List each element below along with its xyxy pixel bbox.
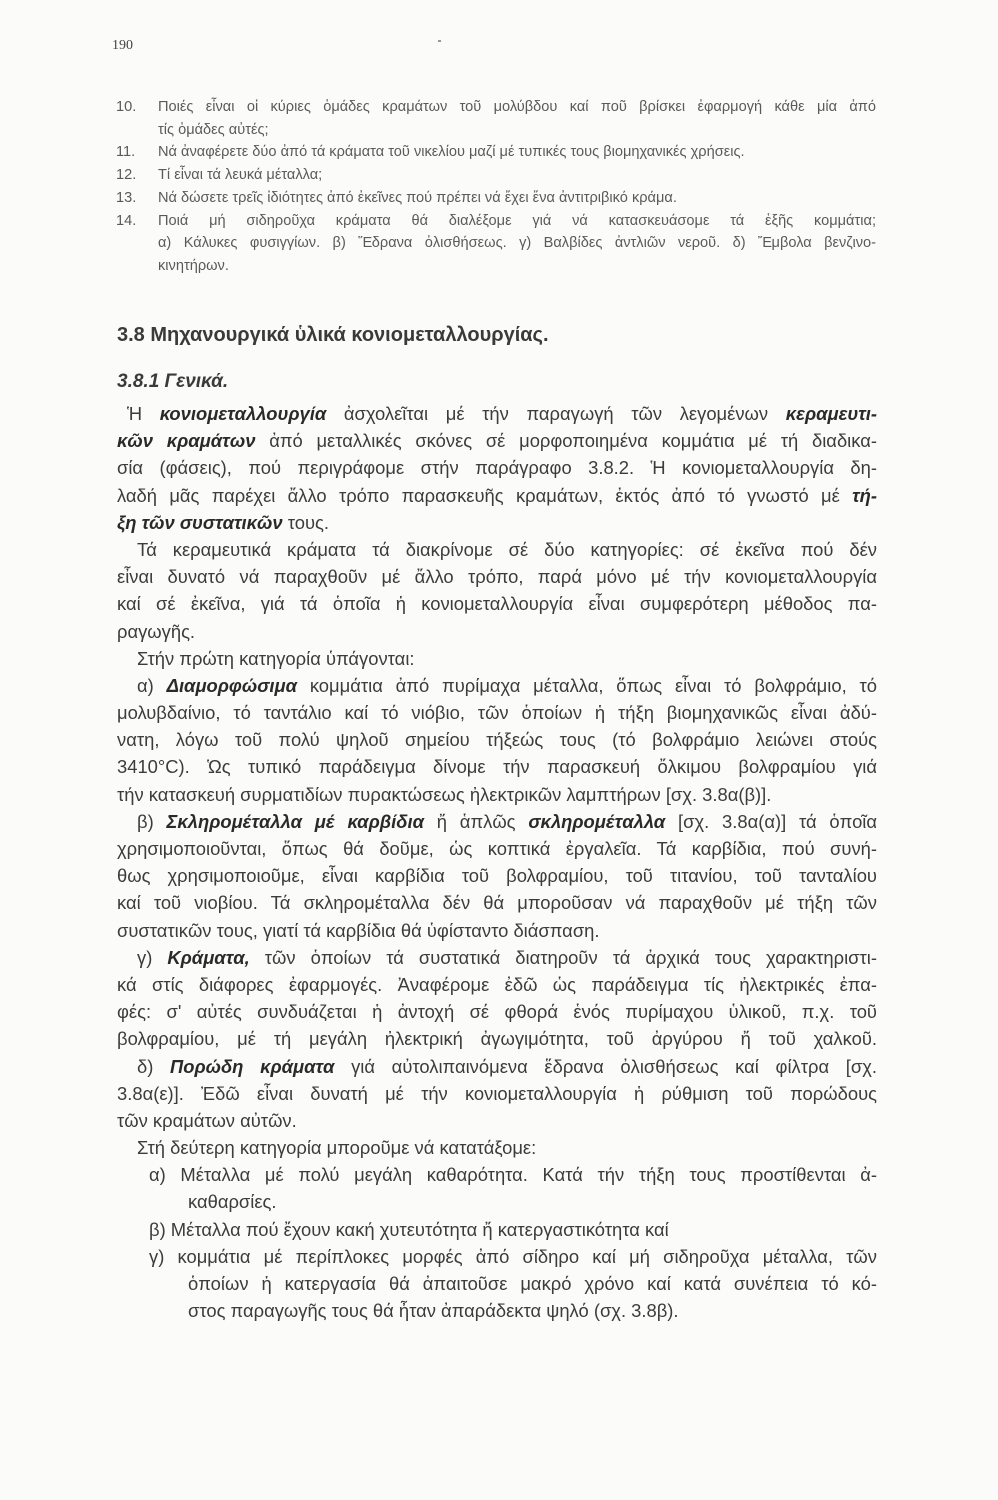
- body-line: [117, 808, 877, 835]
- text-run: β) Μέταλλα πού ἔχουν κακή χυτευτότητα ἤ κατεργαστικότητα καί: [149, 1218, 669, 1240]
- emphasized-term: Σκληρομέταλλα μέ καρβίδια: [166, 810, 424, 832]
- text-run: ἤ ἁπλῶς: [424, 810, 529, 832]
- page-number: 190: [112, 38, 133, 53]
- text-run: 3410°C). Ὡς τυπικό παράδειγμα δίνομε τήν παρασκευή ὄλκιμου βολφραμίου γιά: [117, 756, 877, 778]
- text-run: Ἡ: [127, 403, 160, 424]
- text-run: α) Μέταλλα μέ πολύ μεγάλη καθαρότητα. Κατά τήν τήξη τους προστίθενται ἀ-: [149, 1164, 877, 1186]
- body-line: [117, 536, 877, 563]
- emphasized-term: ξη τῶν συστατικῶν: [117, 511, 283, 533]
- body-line: [117, 753, 877, 780]
- body-line: [117, 1161, 877, 1188]
- body-line: [117, 482, 877, 509]
- question-item: [116, 96, 876, 141]
- text-run: μολυβδαίνιο, τό ταντάλιο καί τό νιόβιο, τῶν ὁποίων ἡ τήξη βιομηχανικῶς εἶναι ἀδύ-: [117, 702, 877, 724]
- body-line: [117, 672, 877, 699]
- text-run: α): [137, 674, 167, 696]
- question-number: 11.: [116, 144, 136, 161]
- text-run: στος παραγωγῆς τους θά ἦταν ἀπαράδεκτα ψηλό (σχ. 3.8β).: [188, 1300, 679, 1322]
- emphasized-term: κεραμευτι-: [785, 403, 877, 424]
- body-line: [117, 699, 877, 726]
- body-line: [117, 1216, 877, 1243]
- text-run: β): [137, 810, 167, 832]
- text-run: ἀπό μεταλλικές σκόνες σέ μορφοποιημένα κομμάτια μέ τή διαδικα-: [255, 430, 877, 452]
- emphasized-term: τή-: [852, 484, 877, 506]
- body-line: [117, 1270, 877, 1297]
- body-line: [117, 1053, 877, 1080]
- review-questions: [116, 96, 876, 278]
- text-run: φές: σ' αὐτές συνδυάζεται ἡ ἀντοχή σέ φθορά ἑνός πυρίμαχου ὑλικοῦ, π.χ. τοῦ: [117, 1001, 877, 1023]
- text-run: ὁποίων ἡ κατεργασία θά ἀπαιτοῦσε μακρό χρόνο καί κατά συνέπεια τό κό-: [188, 1273, 877, 1294]
- body-line: [117, 509, 877, 536]
- text-run: τους.: [282, 511, 329, 533]
- question-line: Νά δώσετε τρεῖς ἰδιότητες ἀπό ἐκεῖνες πού πρέπει νά ἔχει ἕνα ἀντιτριβικό κράμα.: [158, 189, 677, 206]
- body-line: [117, 862, 877, 889]
- body-text: [117, 400, 877, 1324]
- body-line: [117, 1080, 877, 1107]
- emphasized-term: κῶν κραμάτων: [117, 430, 256, 452]
- body-line: [117, 590, 877, 617]
- text-run: σία (φάσεις), πού περιγράφομε στήν παράγραφο 3.8.2. Ἡ κονιομεταλλουργία δη-: [117, 457, 877, 479]
- text-run: κομμάτια ἀπό πυρίμαχα μέταλλα, ὅπως εἶναι τό βολφράμιο, τό: [297, 674, 877, 696]
- text-run: κά στίς διάφορες ἐφαρμογές. Ἀναφέρομε ἐδῶ ὡς παράδειγμα τίς ἠλεκτρικές ἐπα-: [117, 973, 877, 995]
- question-item: [116, 164, 876, 187]
- text-run: βολφραμίου, μέ τή μεγάλη ἠλεκτρική ἀγωγιμότητα, τοῦ ἀργύρου ἤ τοῦ χαλκοῦ.: [117, 1028, 877, 1050]
- text-run: συστατικῶν τους, γιατί τά καρβίδια θά ὑφίσταντο διάσπαση.: [117, 919, 600, 941]
- question-line: τίς ὁμάδες αὐτές;: [158, 121, 269, 138]
- emphasized-term: Κράματα,: [167, 946, 250, 968]
- question-number: 12.: [116, 167, 137, 184]
- body-line: [117, 998, 877, 1025]
- question-line: κινητήρων.: [158, 257, 229, 274]
- text-run: δ): [137, 1055, 171, 1077]
- text-run: Στή δεύτερη κατηγορία μποροῦμε νά κατατάξομε:: [137, 1137, 537, 1159]
- text-run: 3.8α(ε)]. Ἐδῶ εἶναι δυνατή μέ τήν κονιομεταλλουργία ἡ ρύθμιση τοῦ πορώδους: [117, 1082, 877, 1104]
- question-line: Ποιές εἶναι οἱ κύριες ὁμάδες κραμάτων τοῦ μολύβδου καί ποῦ βρίσκει ἐφαρμογή κάθε μία ἀπό: [158, 99, 876, 115]
- body-line: [117, 944, 877, 971]
- body-line: [117, 563, 877, 590]
- scan-speck: [438, 40, 441, 42]
- text-run: τῶν κραμάτων αὐτῶν.: [117, 1109, 297, 1131]
- text-run: Στήν πρώτη κατηγορία ὑπάγονται:: [137, 647, 415, 669]
- text-run: Τά κεραμευτικά κράματα τά διακρίνομε σέ δύο κατηγορίες: σέ ἐκεῖνα πού δέν: [137, 538, 877, 560]
- text-run: τῶν ὁποίων τά συστατικά διατηροῦν τά ἀρχικά τους χαρακτηριστι-: [249, 946, 877, 968]
- body-line: [117, 1134, 877, 1161]
- body-line: [117, 1107, 877, 1134]
- text-run: ραγωγῆς.: [117, 620, 196, 642]
- text-run: θως χρησιμοποιοῦμε, εἶναι καρβίδια τοῦ βολφραμίου, τοῦ τιτανίου, τοῦ τανταλίου: [117, 865, 877, 887]
- body-line: [117, 1188, 877, 1215]
- body-line: [117, 645, 877, 672]
- question-number: 14.: [116, 212, 137, 229]
- text-run: γ) κομμάτια μέ περίπλοκες μορφές ἀπό σίδηρο καί μή σιδηροῦχα μέταλλα, τῶν: [149, 1245, 877, 1267]
- question-item: [116, 141, 876, 164]
- body-line: [117, 427, 877, 454]
- question-item: [116, 210, 876, 278]
- section-title: 3.8 Μηχανουργικά ὑλικά κονιομεταλλουργίας.: [117, 324, 549, 346]
- text-run: λαδή μᾶς παρέχει ἄλλο τρόπο παρασκευῆς κραμάτων, ἐκτός ἀπό τό γνωστό μέ: [117, 484, 853, 506]
- question-line: Ποιά μή σιδηροῦχα κράματα θά διαλέξομε γιά νά κατασκευάσομε τά ἑξῆς κομμάτια;: [158, 212, 876, 229]
- text-run: γ): [137, 946, 168, 968]
- text-run: νατη, λόγω τοῦ πολύ ψηλοῦ σημείου τήξεώς τους (τό βολφράμιο λειώνει στούς: [117, 729, 877, 751]
- text-run: γιά αὐτολιπαινόμενα ἕδρανα ὀλισθήσεως καί φίλτρα [σχ.: [334, 1055, 877, 1077]
- emphasized-term: Πορώδη κράματα: [170, 1055, 335, 1077]
- body-line: [117, 917, 877, 944]
- body-line: [117, 1297, 877, 1324]
- text-run: καθαρσίες.: [188, 1191, 277, 1213]
- question-item: [116, 187, 876, 210]
- question-number: 10.: [116, 99, 137, 115]
- text-run: εἶναι δυνατό νά παραχθοῦν μέ ἄλλο τρόπο, παρά μόνο μέ τήν κονιομεταλλουργία: [117, 566, 877, 588]
- body-line: [117, 1243, 877, 1270]
- body-line: [117, 454, 877, 481]
- emphasized-term: Διαμορφώσιμα: [166, 674, 298, 696]
- question-line: α) Κάλυκες φυσιγγίων. β) Ἕδρανα ὀλισθήσεως. γ) Βαλβίδες ἀντλιῶν νεροῦ. δ) Ἔμβολα βενζινο-: [158, 235, 876, 252]
- body-line: [117, 1025, 877, 1052]
- body-line: [117, 781, 877, 808]
- body-line: [117, 835, 877, 862]
- question-number: 13.: [116, 189, 137, 206]
- text-run: καί τοῦ νιοβίου. Τά σκληρομέταλλα δέν θά μποροῦσαν νά παραχθοῦν μέ τήξη τῶν: [117, 892, 877, 914]
- text-run: [σχ. 3.8α(α)] τά ὁποῖα: [665, 810, 877, 832]
- emphasized-term: σκληρομέταλλα: [528, 810, 666, 832]
- subsection-title: 3.8.1 Γενικά.: [117, 371, 229, 392]
- body-line: [117, 971, 877, 998]
- text-run: ἀσχολεῖται μέ τήν παραγωγή τῶν λεγομένων: [326, 403, 786, 424]
- text-run: χρησιμοποιοῦνται, ὅπως θά δοῦμε, ὡς κοπτικά ἐργαλεῖα. Τά καρβίδια, πού συνή-: [117, 838, 877, 859]
- question-line: Νά ἀναφέρετε δύο ἀπό τά κράματα τοῦ νικελίου μαζί μέ τυπικές τους βιομηχανικές χρήσεις.: [158, 144, 745, 161]
- emphasized-term: κονιομεταλλουργία: [159, 403, 327, 424]
- body-line: [117, 726, 877, 753]
- body-line: [117, 889, 877, 916]
- text-run: τήν κατασκευή συρματιδίων πυρακτώσεως ἠλεκτρικῶν λαμπτήρων [σχ. 3.8α(β)].: [117, 783, 772, 805]
- text-run: καί σέ ἐκεῖνα, γιά τά ὁποῖα ἡ κονιομεταλλουργία εἶναι συμφερότερη μέθοδος πα-: [117, 593, 877, 615]
- body-line: [117, 400, 877, 427]
- body-line: [117, 618, 877, 645]
- question-line: Τί εἶναι τά λευκά μέταλλα;: [158, 167, 323, 184]
